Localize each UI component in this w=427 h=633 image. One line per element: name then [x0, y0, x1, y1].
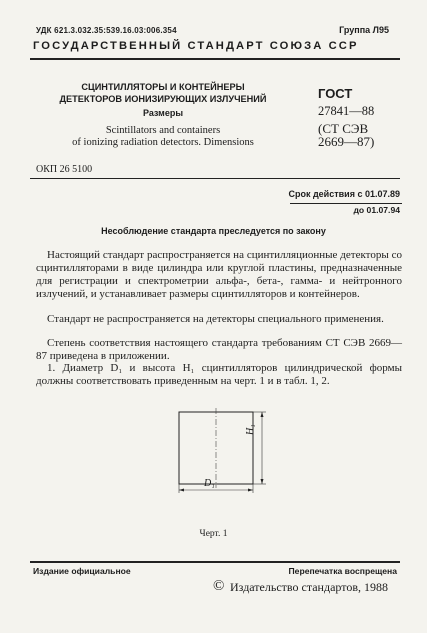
validity-from: Срок действия с 01.07.89: [288, 189, 400, 199]
copyright-symbol: ©: [213, 578, 225, 594]
reprint-notice: Перепечатка воспрещена: [288, 566, 397, 576]
english-title: [33, 125, 293, 149]
title-line-2: ДЕТЕКТОРОВ ИОНИЗИРУЮЩИХ ИЗЛУЧЕНИЙ: [59, 94, 267, 104]
group-code: Группа Л95: [339, 25, 389, 35]
figure-caption: Черт. 1: [199, 529, 228, 539]
paragraph-exclusion: Стандарт не распространяется на детекторы специального применения.: [47, 313, 384, 325]
gost-number: 27841—88: [318, 104, 375, 118]
paragraph-scope: Настоящий стандарт распространяется на сцинтилляционные детекторы со сцинтилляторами в виде цилиндра или круглой пластины, предназначенные для регистрации и спектрометрии альфа-, бета-, гамма- и нейтронного излучений, и устанавливает размеры сцинтилляторов и контейнеров.: [36, 249, 402, 301]
okp-code: ОКП 26 5100: [36, 164, 93, 175]
sev-line-1: (СТ СЭВ: [318, 121, 369, 136]
validity-rule: [290, 203, 402, 204]
sev-reference: [318, 122, 374, 148]
publisher-line: Издательство стандартов, 1988: [230, 580, 388, 594]
footer-rule: [30, 561, 400, 563]
english-line-1: Scintillators and containers: [105, 125, 221, 136]
paragraph-clause-1: 1. Диаметр D₁ и высота H₁ сцинтилляторов цилиндрической формы должны соответствовать приведенным на черт. 1 и в табл. 1, 2.: [36, 362, 402, 388]
english-line-2: of ionizing radiation detectors. Dimensions: [72, 137, 254, 148]
height-arrow-bottom: [261, 479, 264, 484]
paragraph-conformity: Степень соответствия настоящего стандарта требованиям СТ СЭВ 2669—87 приведена в приложении.: [36, 337, 402, 363]
validity-to: до 01.07.94: [353, 205, 400, 215]
agency-title: ГОСУДАРСТВЕННЫЙ СТАНДАРТ СОЮЗА ССР: [33, 40, 359, 52]
sev-line-2: 2669—87): [318, 134, 375, 149]
height-arrow-top: [261, 412, 264, 417]
title-block-rule: [30, 178, 400, 179]
header-rule: [30, 58, 400, 60]
gost-label: ГОСТ: [318, 86, 353, 101]
height-label: H₁: [245, 424, 256, 435]
standard-title: [33, 81, 293, 105]
figure-drawing: [170, 408, 285, 513]
cylinder-drawing: [170, 408, 285, 513]
standard-subtitle: Размеры: [142, 108, 184, 118]
diameter-label: D₁: [204, 478, 215, 489]
official-edition-note: Издание официальное: [33, 566, 131, 576]
title-line-1: СЦИНТИЛЛЯТОРЫ И КОНТЕЙНЕРЫ: [81, 82, 245, 92]
udk-code: УДК 621.3.032.35:539.16.03:006.354: [36, 26, 177, 35]
diameter-arrow-left: [179, 489, 184, 492]
diameter-arrow-right: [248, 489, 253, 492]
legal-warning: Несоблюдение стандарта преследуется по закону: [101, 226, 326, 236]
